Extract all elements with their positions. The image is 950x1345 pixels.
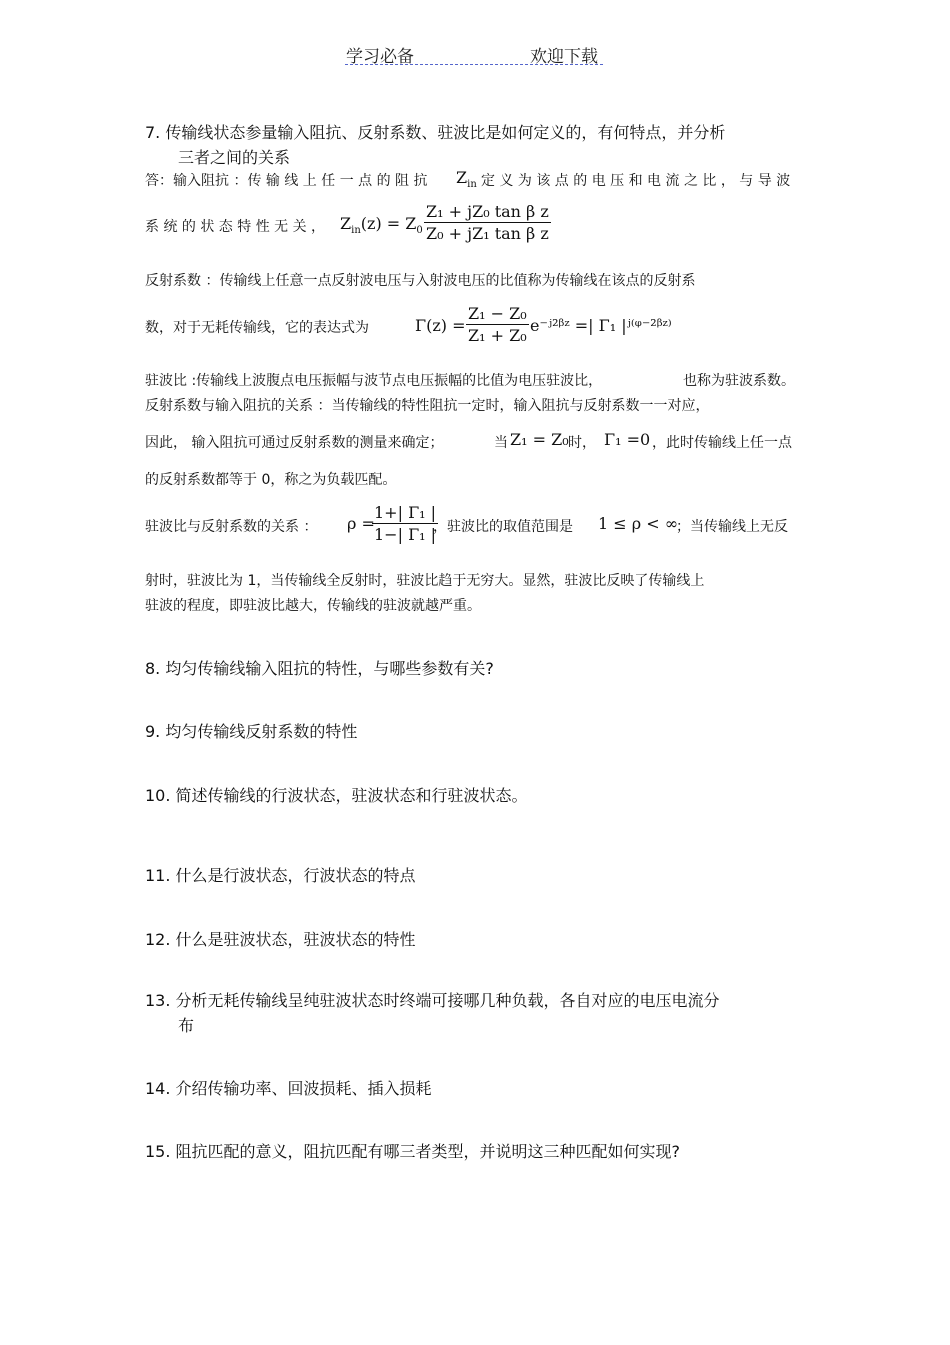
q7-answer-line1a: 答：输入阻抗 ：传 输 线 上 任 一 点 的 阻 抗 [145, 173, 428, 189]
q7-answer-line1b: 定 义 为 该 点 的 电 压 和 电 流 之 比 ， 与 导 波 [481, 173, 791, 189]
relation-line3: 的反射系数都等于 0，称之为负载匹配。 [145, 472, 397, 488]
vswr-relation-c: ；当传输线上无反 [676, 519, 788, 535]
match-condition: Z₁ = Z₀ [510, 430, 569, 449]
question-11: 11. 什么是行波状态，行波状态的特点 [145, 866, 416, 885]
question-9: 9. 均匀传输线反射系数的特性 [145, 722, 358, 741]
header-right: 欢迎下载 [530, 47, 598, 67]
rho-numerator: 1+| Γ₁ | [374, 503, 437, 522]
reflection-line2: 数，对于无耗传输线，它的表达式为 [145, 320, 369, 336]
relation-line2d: ，此时传输线上任一点 [652, 435, 792, 451]
gamma-fraction [466, 304, 529, 345]
relation-line2c: 时， [568, 435, 596, 451]
rho-denominator: 1−| Γ₁ | [374, 525, 437, 544]
rho-fraction [372, 503, 438, 544]
header-left: 学习必备 [346, 47, 414, 67]
rho-fraction-bar [372, 523, 438, 524]
q7-answer-line2: 系 统 的 状 态 特 性 无 关 ， [145, 219, 326, 235]
question-12: 12. 什么是驻波状态，驻波状态的特性 [145, 930, 416, 949]
zin-formula-lhs: $Z_{in}(z) = Z_0$ [340, 214, 423, 237]
reflection-line1: 反射系数 ：传输线上任意一点反射波电压与入射波电压的比值称为传输线在该点的反射系 [145, 273, 696, 289]
gamma1-zero: Γ₁ =0 [604, 430, 651, 449]
gamma-numerator: Z₁ − Z₀ [468, 304, 527, 323]
zin-fraction [424, 202, 551, 243]
question-13-continued: 布 [178, 1016, 195, 1035]
gamma-lhs: Γ(z) = [415, 316, 466, 335]
zin-numerator: Z₁ + jZ₀ tan β z [426, 202, 549, 221]
vswr-relation-a: 驻波比与反射系数的关系 ： [145, 519, 318, 535]
rho-range: 1 ≤ ρ < ∞ [598, 514, 679, 533]
q7-title-line2: 三者之间的关系 [178, 148, 291, 167]
q7-title-line1: 7. 传输线状态参量输入阻抗、反射系数、驻波比是如何定义的，有何特点，并分析 [145, 123, 726, 142]
conclusion-line2: 驻波的程度，即驻波比越大，传输线的驻波就越严重。 [145, 598, 481, 614]
gamma-fraction-bar [466, 324, 529, 325]
gamma-denominator: Z₁ + Z₀ [468, 326, 527, 345]
question-10: 10. 简述传输线的行波状态，驻波状态和行驻波状态。 [145, 786, 528, 805]
relation-line2b: 当 [494, 435, 508, 451]
question-8: 8. 均匀传输线输入阻抗的特性，与哪些参数有关? [145, 659, 494, 678]
question-15: 15. 阻抗匹配的意义，阻抗匹配有哪三者类型，并说明这三种匹配如何实现? [145, 1142, 681, 1161]
question-14: 14. 介绍传输功率、回波损耗、插入损耗 [145, 1079, 432, 1098]
relation-line2a: 因此， 输入阻抗可通过反射系数的测量来确定； [145, 435, 444, 451]
vswr-relation-b: ，驻波比的取值范围是 [433, 519, 573, 535]
vswr-definition: 驻波比 :传输线上波腹点电压振幅与波节点电压振幅的比值为电压驻波比， [145, 373, 603, 389]
zin-fraction-bar [424, 222, 551, 223]
rho-lhs: ρ = [347, 514, 375, 533]
zin-denominator: Z₀ + jZ₁ tan β z [426, 224, 549, 243]
vswr-definition-tail: 也称为驻波系数。 [683, 373, 795, 389]
header-underline [345, 64, 603, 65]
gamma-rhs: e⁻ʲ²ᵝᶻ =| Γ₁ |ʲ⁽ᵠ⁻²ᵝᶻ⁾ [530, 316, 672, 335]
relation-line1: 反射系数与输入阻抗的关系 ：当传输线的特性阻抗一定时，输入阻抗与反射系数一一对应， [145, 398, 710, 414]
question-13: 13. 分析无耗传输线呈纯驻波状态时终端可接哪几种负载，各自对应的电压电流分 [145, 991, 720, 1010]
conclusion-line1: 射时，驻波比为 1，当传输线全反射时，驻波比趋于无穷大。显然，驻波比反映了传输线上 [145, 573, 705, 589]
zin-symbol: $Z_{in}$ [456, 168, 477, 191]
